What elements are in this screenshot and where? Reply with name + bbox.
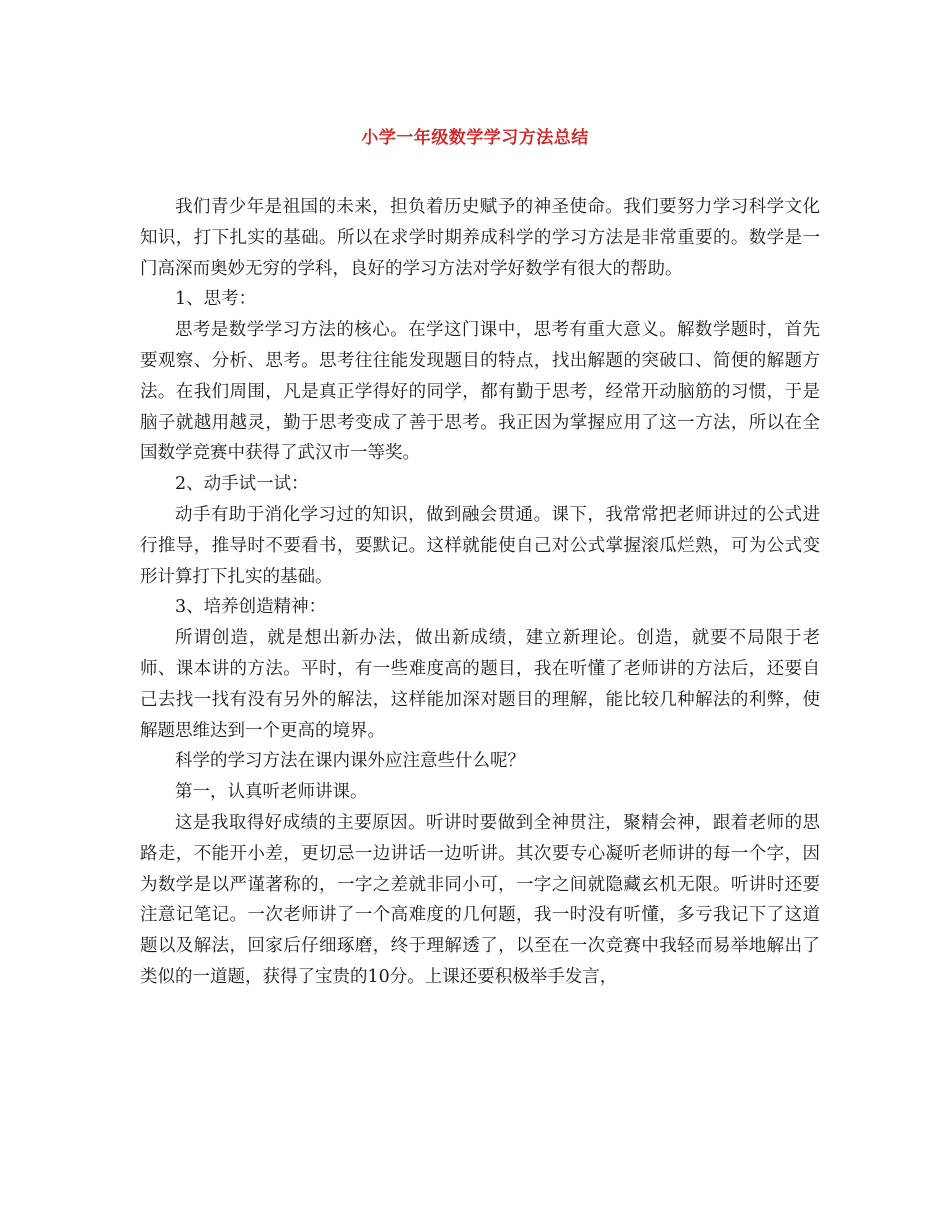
paragraph-thinking: 思考是数学学习方法的核心。在学这门课中，思考有重大意义。解数学题时，首先要观察、分析、思考。思考往往能发现题目的特点，找出解题的突破口、简便的解题方法。在我们周围，凡是真正学得好的同学，都有勤于思考，经常开动脑筋的习惯，于是脑子就越用越灵，勤于思考变成了善于思考。我正因为掌握应用了这一方法，所以在全国数学竞赛中获得了武汉市一等奖。 (140, 320, 820, 464)
paragraph-question: 科学的学习方法在课内课外应注意些什么呢？ (175, 751, 525, 772)
document-body (140, 192, 820, 993)
paragraph-hands-on: 动手有助于消化学习过的知识，做到融会贯通。课下，我常常把老师讲过的公式进行推导，推导时不要看书，要默记。这样就能使自己对公式掌握滚瓜烂熟，可为公式变形计算打下扎实的基础。 (140, 504, 820, 587)
document-title: 小学一年级数学学习方法总结 (361, 128, 589, 148)
section-heading-thinking: 1、思考： (175, 289, 257, 310)
section-heading-creativity: 3、培养创造精神： (175, 597, 327, 618)
section-heading-listen: 第一，认真听老师讲课。 (175, 782, 368, 803)
paragraph-listen: 这是我取得好成绩的主要原因。听讲时要做到全神贯注，聚精会神，跟着老师的思路走，不能开小差，更切忌一边讲话一边听讲。其次要专心凝听老师讲的每一个字，因为数学是以严谨著称的，一字之差就非同小可，一字之间就隐藏玄机无限。听讲时还要注意记笔记。一次老师讲了一个高难度的几何题，我一时没有听懂，多亏我记下了这道题以及解法，回家后仔细琢磨，终于理解透了，以至在一次竞赛中我轻而易举地解出了类似的一道题，获得了宝贵的10分。上课还要积极举手发言， (140, 812, 820, 987)
section-heading-hands-on: 2、动手试一试： (175, 474, 309, 495)
paragraph-intro: 我们青少年是祖国的未来，担负着历史赋予的神圣使命。我们要努力学习科学文化知识，打下扎实的基础。所以在求学时期养成科学的学习方法是非常重要的。数学是一门高深而奥妙无穷的学科，良好的学习方法对学好数学有很大的帮助。 (140, 197, 820, 279)
paragraph-creativity: 所谓创造，就是想出新办法，做出新成绩，建立新理论。创造，就要不局限于老师、课本讲的方法。平时，有一些难度高的题目，我在听懂了老师讲的方法后，还要自己去找一找有没有另外的解法，这样能加深对题目的理解，能比较几种解法的利弊，使解题思维达到一个更高的境界。 (140, 628, 820, 741)
